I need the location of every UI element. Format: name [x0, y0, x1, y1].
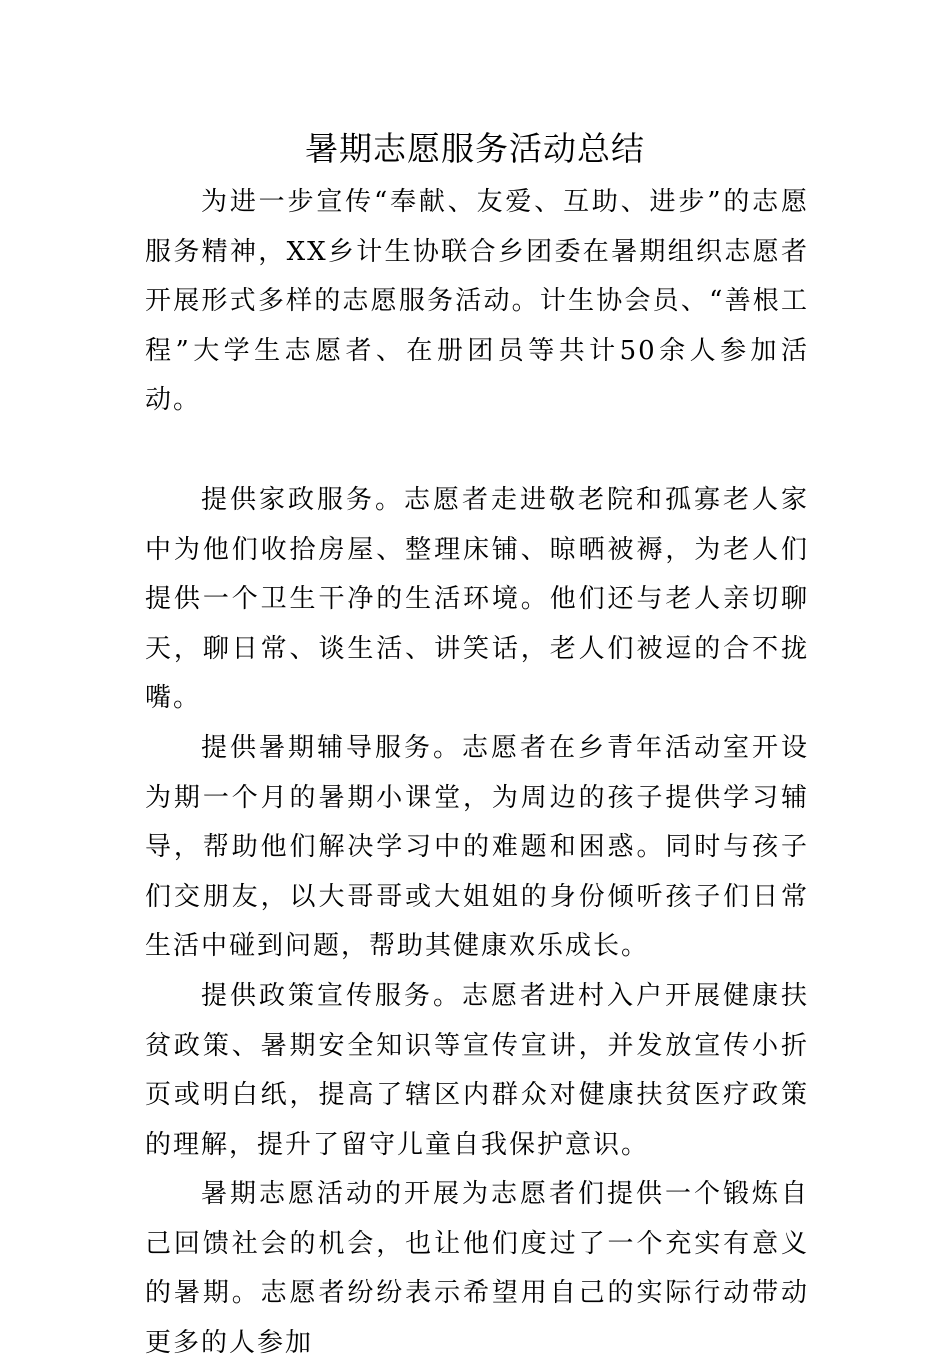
document-body [145, 178, 809, 1369]
blank-line [145, 426, 809, 476]
policy-publicity-paragraph: 提供政策宣传服务。志愿者进村入户开展健康扶贫政策、暑期安全知识等宣传宣讲，并发放宣传小折页或明白纸，提高了辖区内群众对健康扶贫医疗政策的理解，提升了留守儿童自我保护意识。 [145, 980, 809, 1160]
intro-paragraph: 为进一步宣传“奉献、友爱、互助、进步”的志愿服务精神，XX乡计生协联合乡团委在暑期组织志愿者开展形式多样的志愿服务活动。计生协会员、“善根工程”大学生志愿者、在册团员等共计50余人参加活动。 [145, 187, 809, 416]
closing-paragraph: 暑期志愿活动的开展为志愿者们提供一个锻炼自己回馈社会的机会，也让他们度过了一个充实有意义的暑期。志愿者纷纷表示希望用自己的实际行动带动更多的人参加 [145, 1179, 809, 1359]
housekeeping-service-paragraph: 提供家政服务。志愿者走进敬老院和孤寡老人家中为他们收拾房屋、整理床铺、晾晒被褥，为老人们提供一个卫生干净的生活环境。他们还与老人亲切聊天，聊日常、谈生活、讲笑话，老人们被逗的合不拢嘴。 [145, 484, 809, 714]
document-title: 暑期志愿服务活动总结 [305, 129, 645, 168]
tutoring-service-paragraph: 提供暑期辅导服务。志愿者在乡青年活动室开设为期一个月的暑期小课堂，为周边的孩子提供学习辅导，帮助他们解决学习中的难题和困惑。同时与孩子们交朋友，以大哥哥或大姐姐的身份倾听孩子们日常生活中碰到问题，帮助其健康欢乐成长。 [145, 732, 809, 962]
